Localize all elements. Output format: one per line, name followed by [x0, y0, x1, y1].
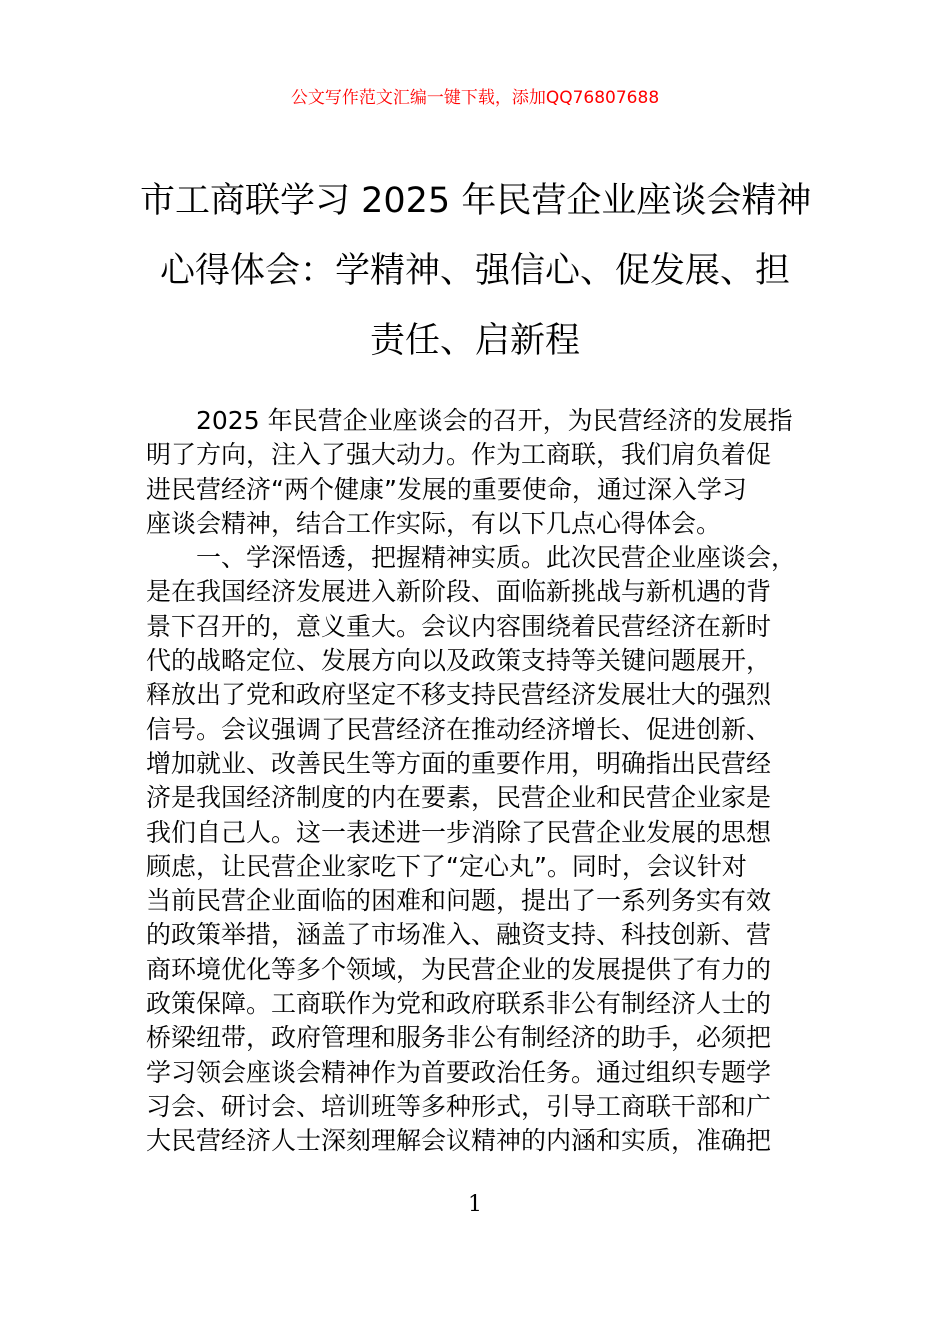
- text-line: 桥梁纽带，政府管理和服务非公有制经济的助手，必须把: [146, 1023, 772, 1053]
- text-line: 济是我国经济制度的内在要素，民营企业和民营企业家是: [146, 783, 772, 813]
- text-line: 商环境优化等多个领域，为民营企业的发展提供了有力的: [146, 954, 772, 984]
- intro-paragraph: [146, 404, 806, 541]
- text-line: 进民营经济“两个健康”发展的重要使命，通过深入学习: [146, 474, 747, 504]
- text-line: 学习领会座谈会精神作为首要政治任务。通过组织专题学: [146, 1057, 772, 1087]
- text-line: 政策保障。工商联作为党和政府联系非公有制经济人士的: [146, 989, 772, 1019]
- text-line: 增加就业、改善民生等方面的重要作用，明确指出民营经: [146, 748, 772, 778]
- page-number: 1: [468, 1192, 482, 1217]
- document-title: [140, 166, 810, 376]
- text-line: 我们自己人。这一表述进一步消除了民营企业发展的思想: [146, 817, 772, 847]
- text-line: 习会、研讨会、培训班等多种形式，引导工商联干部和广: [146, 1091, 772, 1121]
- text-line: 一、学深悟透，把握精神实质。此次民营企业座谈会，: [196, 543, 797, 573]
- document-body: [146, 404, 806, 1159]
- text-line: 顾虑，让民营企业家吃下了“定心丸”。同时，会议针对: [146, 851, 747, 881]
- text-line: 明了方向，注入了强大动力。作为工商联，我们肩负着促: [146, 440, 772, 470]
- download-banner: 公文写作范文汇编一键下载，添加QQ76807688: [290, 88, 660, 108]
- text-line: 信号。会议强调了民营经济在推动经济增长、促进创新、: [146, 714, 772, 744]
- text-line: 当前民营企业面临的困难和问题，提出了一系列务实有效: [146, 886, 772, 916]
- title-line: 心得体会：学精神、强信心、促发展、担: [159, 251, 790, 291]
- text-line: 代的战略定位、发展方向以及政策支持等关键问题展开，: [146, 646, 772, 676]
- text-line: 释放出了党和政府坚定不移支持民营经济发展壮大的强烈: [146, 680, 772, 710]
- title-line: 市工商联学习 2025 年民营企业座谈会精神: [140, 181, 812, 221]
- text-line: 大民营经济人士深刻理解会议精神的内涵和实质，准确把: [146, 1126, 772, 1156]
- text-line: 景下召开的，意义重大。会议内容围绕着民营经济在新时: [146, 611, 772, 641]
- section-one-paragraph: [146, 541, 806, 1158]
- title-line: 责任、启新程: [369, 321, 580, 361]
- text-line: 是在我国经济发展进入新阶段、面临新挑战与新机遇的背: [146, 577, 772, 607]
- text-line: 2025 年民营企业座谈会的召开，为民营经济的发展指: [196, 406, 793, 435]
- text-line: 座谈会精神，结合工作实际，有以下几点心得体会。: [146, 508, 722, 538]
- text-line: 的政策举措，涵盖了市场准入、融资支持、科技创新、营: [146, 920, 772, 950]
